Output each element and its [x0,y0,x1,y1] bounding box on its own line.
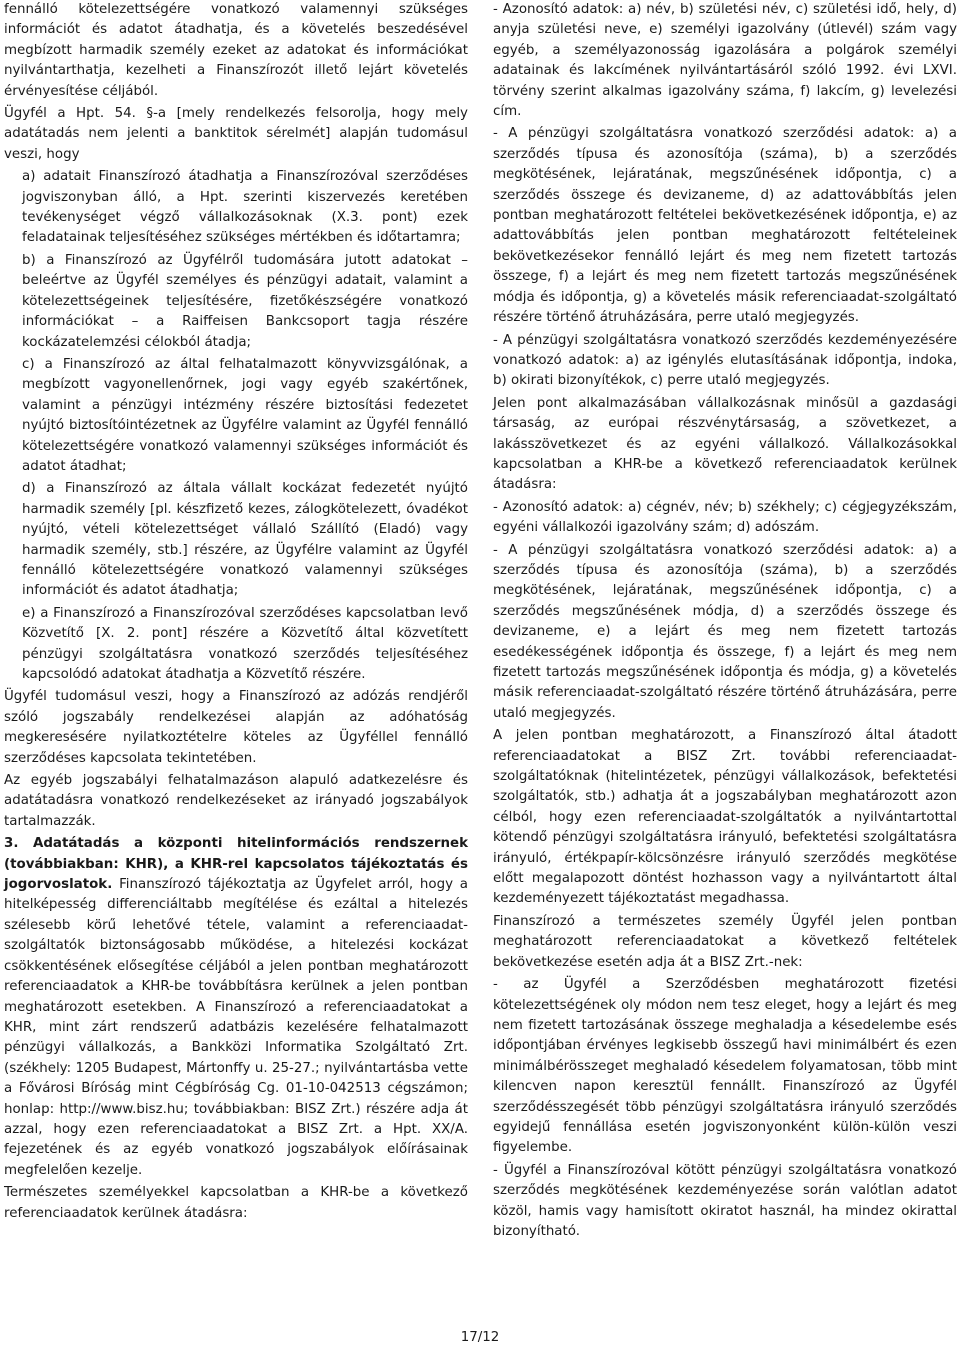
list-item-b: b) a Finanszírozó az Ügyfélről tudomására jutott adatokat – beleértve az Ügyfél személyes és pénzügyi adatait, valamint a kötelezettségeinek teljesítésére, fizetőkészségére vonatkozó információkat – a Raiffeisen Bankcsoport tagja részére kockázatelemzési célokból átadja; [22,252,468,350]
section-text: Finanszírozó tájékoztatja az Ügyfelet arról, hogy a hitelképesség differenciáltabb megítélése és ezáltal a hitelezés szélesebb körű lehetővé tétele, valamint a referenciaadat-szolgáltatók biztonságosabb működése, a hitelezési kockázat csökkentésének elősegítése céljából a jelen pontban meghatározott referenciaadatok a KHR-be továbbításra kerülnek a jelen pontban meghatározott esetekben. A Finanszírozó a referenciaadatokat a KHR, mint zárt rendszerű adatbázis kezelésére felhatalmazott pénzügyi vállalkozás, a Bankközi Informatika Szolgáltató Zrt. (székhely: 1205 Budapest, Mártonffy u. 25-27.; nyilvántartásba vette a Fővárosi Bíróság mint Cégbíróság Cg. 01-10-042513 cégszámon; honlap: http://www.bisz.hu; továbbiakban: BISZ Zrt.) részére adja át azzal, hogy ezen referenciaadatokat a BISZ Zrt. a Hpt. XX/A. fejezetének és az egyéb vonatkozó jogszabályok előírásainak megfelelően kezelje. [4,877,468,1178]
paragraph: A jelen pontban meghatározott, a Finanszírozó által átadott referenciaadatokat a BISZ Zrt. további referenciaadat-szolgáltatóknak (hitelintézetek, pénzügyi vállalkozások, befektetési szolgáltatók, stb.) adhatja át a jogszabályban meghatározott azon célból, hogy ezen referenciaadat-szolgáltatók a nyilvántartottal kötendő pénzügyi szolgáltatásra irányuló, befektetési szolgáltatásra irányuló, értékpapír-kölcsönzésre irányuló szerződés megkötése előtt megalapozott döntést hozhasson vagy a nyilvántartott által kezdeményezett tájékoztatást megadhassa. [493,728,957,907]
paragraph: Természetes személyekkel kapcsolatban a KHR-be a következő referenciaadatok kerülnek átadásra: [4,1185,468,1221]
right-column [493,0,957,1244]
paragraph: Az egyéb jogszabályi felhatalmazáson alapuló adatkezelésre és adatátadásra vonatkozó rendelkezéseket az irányadó jogszabályok tartalmazzák. [4,773,468,829]
paragraph: Finanszírozó a természetes személy Ügyfél jelen pontban meghatározott referenciaadatokat a következő feltételek bekövetkezése esetén adja át a BISZ Zrt.-nek: [493,913,957,970]
paragraph: - A pénzügyi szolgáltatásra vonatkozó szerződési adatok: a) a szerződés típusa és azonosítója (száma), b) a szerződés megkötésének, lejáratának, megszűnésének időpontja, c) a szerződés megszűnésének módja, d) a szerződés összege és devizaneme, e) a lejárt és meg nem fizetett tartozás esedékességének időpontja és összege, f) a lejárt és meg nem fizetett tartozás megszűnésének időpontja és módja, g) a követelés másik referenciaadat-szolgáltató részére történő átruházására, perre utaló megjegyzés. [493,542,957,721]
section-paragraph [4,834,468,1181]
list-item-a: a) adatait Finanszírozó átadhatja a Finanszírozóval szerződéses jogviszonyban álló, a Hpt. szerinti kiszervezés keretében tevékenységet végző vállalkozásoknak (X.3. pont) ezek feladatainak teljesítéséhez szükséges mértékben és időtartamra; [22,169,468,246]
paragraph: Ügyfél tudomásul veszi, hogy a Finanszírozó az adózás rendjéről szóló jogszabály rendelkezései alapján az adóhatóság megkeresésére nyilatkoztételre köteles az Ügyféllel fennálló szerződéses kapcsolata tekintetében. [4,689,468,766]
list-item-c: c) a Finanszírozó az által felhatalmazott könyvvizsgálónak, a megbízott vagyonellenőrnek, jogi vagy egyéb szakértőnek, valamint a pénzügyi intézmény részére biztosítási fedezetet nyújtó biztosítóintézetnek az Ügyfélre valamint az Ügyfél fennálló kötelezettségére vonatkozó valamennyi szükséges információt és adatot átadhat; [22,356,468,474]
paragraph: - Azonosító adatok: a) cégnév, név; b) székhely; c) cégjegyzékszám, egyéni vállalkozói igazolvány szám; d) adószám. [493,499,957,536]
paragraph: - Ügyfél a Finanszírozóval kötött pénzügyi szolgáltatásra vonatkozó szerződés megkötésének kezdeményezése során valótlan adatot közöl, hamis vagy hamisított okiratot használ, ha mindez okirattal bizonyítható. [493,1162,957,1239]
paragraph: - A pénzügyi szolgáltatásra vonatkozó szerződés kezdeményezésére vonatkozó adatok: a) az igénylés elutasításának időpontja, indoka, b) okirati bizonyítékok, c) perre utaló megjegyzés. [493,332,957,389]
list-item-e: e) a Finanszírozó a Finanszírozóval szerződéses kapcsolatban levő Közvetítő [X. 2. pont] részére a Közvetítő által közvetített pénzügyi szolgáltatásra vonatkozó szerződés teljesítéséhez kapcsolódó adatokat átadhatja a Közvetítő részére. [22,605,468,682]
paragraph: - A pénzügyi szolgáltatásra vonatkozó szerződési adatok: a) a szerződés típusa és azonosítója (száma), b) a szerződés megkötésének, lejáratának, megszűnésének időpontja, c) a szerződés összege és devizaneme, d) az adattovábbítás jelen pontban meghatározott feltételei bekövetkezésének időpontja, e) az adattovábbítás jelen pontban meghatározott feltételeinek bekövetkezésekor fennálló lejárt és meg nem fizetett tartozás összege, f) a lejárt és meg nem fizetett tartozás megszűnésének módja és időpontja, g) a követelés másik referenciaadat-szolgáltató részére történő átruházására, perre utaló megjegyzés. [493,126,957,326]
section-heading: 3. Adatátadás a központi hitelinformációs rendszernek (továbbiakban: KHR), a KHR-rel kapcsolatos tájékoztatás és jogorvoslatok. [4,836,468,893]
paragraph: Jelen pont alkalmazásában vállalkozásnak minősül a gazdasági társaság, az európai részvénytársaság, a szövetkezet, a lakásszövetkezet és az egyéni vállalkozó. Vállalkozásokkal kapcsolatban a KHR-be a következő referenciaadatok kerülnek átadásra: [493,395,957,493]
paragraph: Ügyfél a Hpt. 54. §-a [mely rendelkezés felsorolja, hogy mely adatátadás nem jelenti a banktitok sérelmét] alapján tudomásul veszi, hogy [4,106,468,162]
paragraph: fennálló kötelezettségére vonatkozó valamennyi szükséges információt és adatot átadhatja, és a követelés beszedésével megbízott harmadik személy ezeket az adatokat és információkat nyilvántarthatja, kezelheti a Finanszírozót illető lejárt követelés érvényesítése céljából. [4,2,468,99]
left-column [4,0,468,1226]
paragraph: - az Ügyfél a Szerződésben meghatározott fizetési kötelezettségének oly módon nem tesz eleget, hogy a lejárt és meg nem fizetett tartozásának összege meghaladja a késedelembe esés időpontjában érvényes legkisebb összegű havi minimálbért és ezen minimálbérösszeget meghaladó késedelem folyamatosan, több mint kilencven napon keresztül fennállt. Finanszírozó az Ügyfél szerződésszegését több pénzügyi szolgáltatásra irányuló szerződés egyidejű fennállása esetén jogviszonyonként külön-külön veszi figyelembe. [493,977,957,1156]
page-number: 17/12 [460,1330,500,1345]
list-item-d: d) a Finanszírozó az általa vállalt kockázat fedezetét nyújtó harmadik személy [pl. készfizető kezes, zálogkötelezett, óvadékot nyújtó, vételi kötelezettséget vállaló Szállító (Eladó) vagy harmadik személy, stb.] részére, az Ügyfélre valamint az Ügyfél fennálló kötelezettségére vonatkozó valamennyi szükséges információt és adatot átadhatja; [22,481,468,599]
paragraph: - Azonosító adatok: a) név, b) születési név, c) születési idő, hely, d) anyja születési neve, e) személyi igazolvány (útlevél) szám vagy egyéb, a személyazonosság igazolására a polgárok személyi adatainak és lakcímének nyilvántartásáról szóló 1992. évi LXVI. törvény szerint alkalmas igazolvány száma, f) lakcím, g) levelezési cím. [493,2,957,120]
